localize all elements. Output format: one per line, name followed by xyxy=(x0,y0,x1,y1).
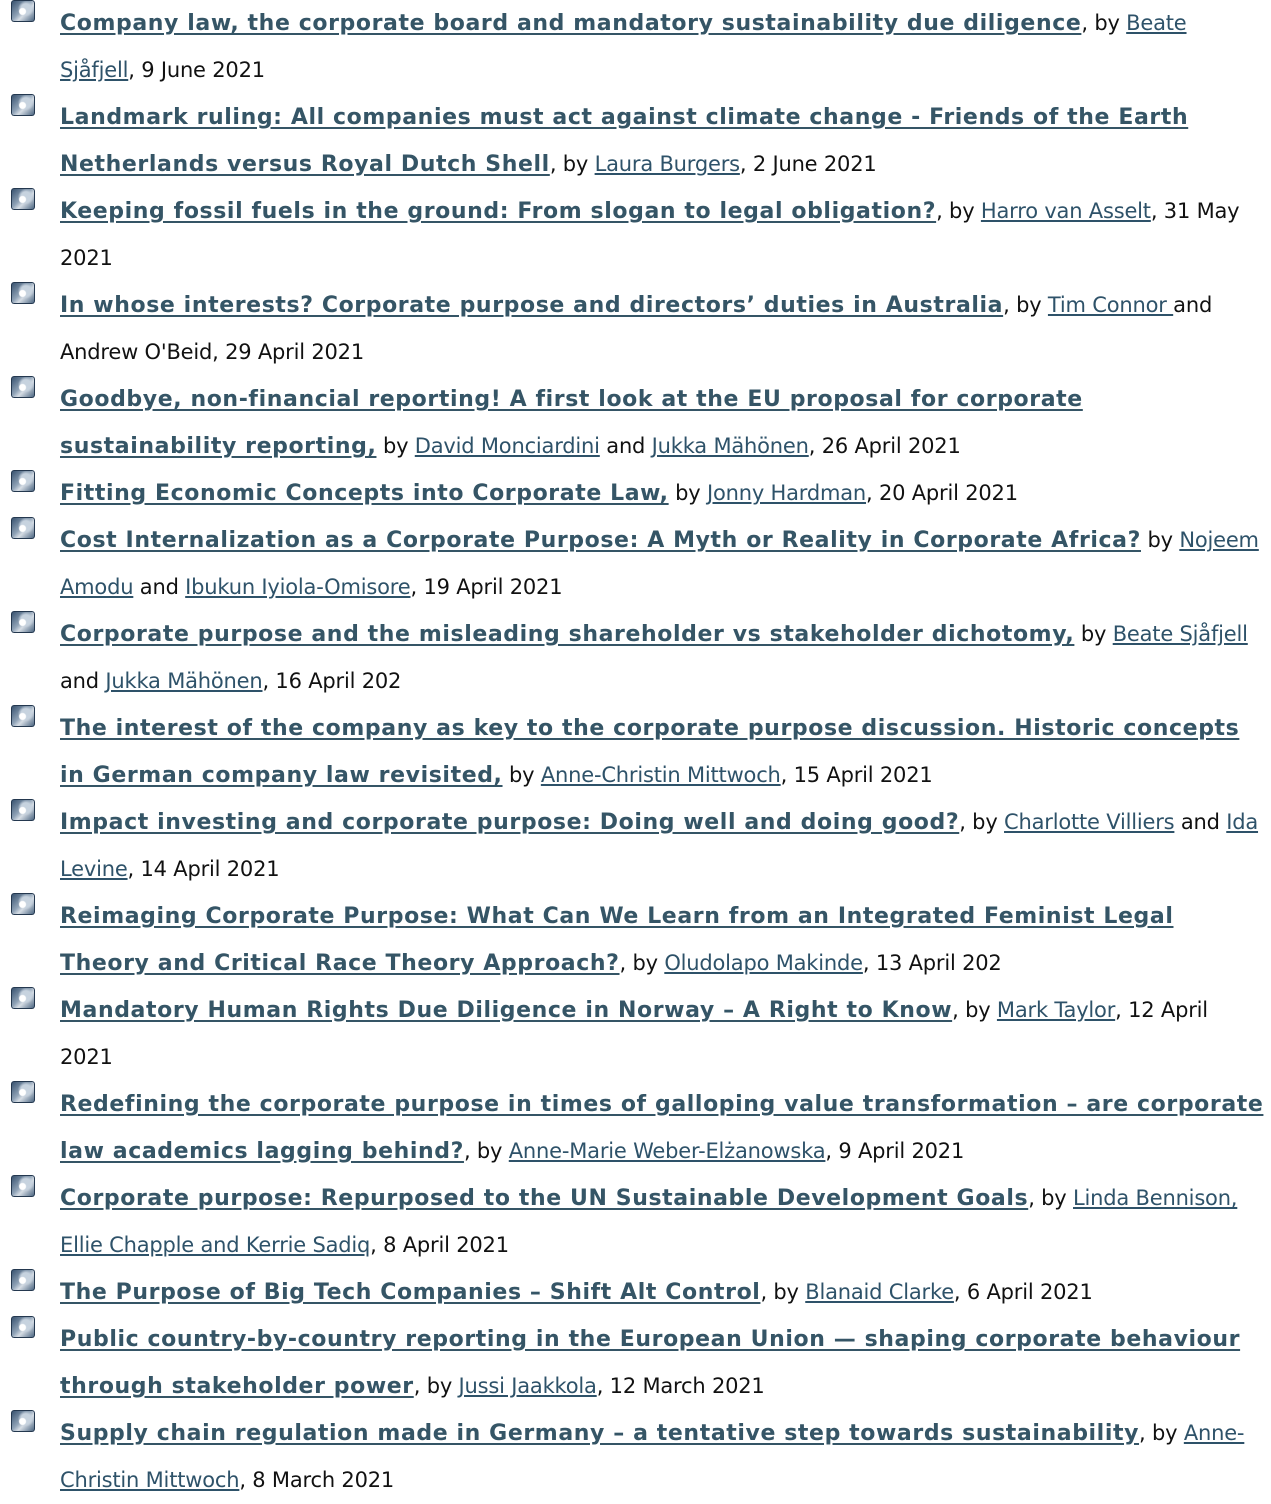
byline-text: , 26 April 2021 xyxy=(808,434,961,458)
post-list-item xyxy=(0,0,1271,94)
post-title-link[interactable]: Mandatory Human Rights Due Diligence in Norway – A Right to Know xyxy=(60,998,953,1023)
post-list-item xyxy=(0,893,1271,987)
byline-text: and xyxy=(599,434,652,458)
post-list-item xyxy=(0,470,1271,517)
author-link[interactable]: Linda Bennison, Ellie Chapple and Kerrie Sadiq xyxy=(60,1186,1238,1257)
byline-text: , by xyxy=(760,1280,806,1304)
post-list-item xyxy=(0,1175,1271,1269)
byline-text: , by xyxy=(463,1139,509,1163)
author-link[interactable]: Blanaid Clarke xyxy=(805,1280,954,1304)
post-title-link[interactable]: In whose interests? Corporate purpose and directors’ duties in Australia xyxy=(60,293,1004,318)
bullet-thumbnail-icon xyxy=(11,1175,35,1197)
bullet-thumbnail-icon xyxy=(11,376,35,398)
author-link[interactable]: Jukka Mähönen xyxy=(651,434,809,458)
post-list-item xyxy=(0,1081,1271,1175)
post-title-link[interactable]: Supply chain regulation made in Germany – a tentative step towards sustainability xyxy=(60,1421,1140,1446)
bullet-thumbnail-icon xyxy=(11,282,35,304)
byline-text: , 2 June 2021 xyxy=(739,152,877,176)
byline-text: , by xyxy=(936,199,981,223)
bullet-thumbnail-icon xyxy=(11,0,35,22)
byline-text: , 8 March 2021 xyxy=(239,1468,395,1492)
author-link[interactable]: Anne-Christin Mittwoch xyxy=(540,763,781,787)
byline-text: and xyxy=(60,669,106,693)
bullet-thumbnail-icon xyxy=(11,893,35,915)
post-title-link[interactable]: Fitting Economic Concepts into Corporate Law, xyxy=(60,481,669,506)
post-title-link[interactable]: Keeping fossil fuels in the ground: From slogan to legal obligation? xyxy=(60,199,937,224)
byline-text: , by xyxy=(959,810,1005,834)
byline-text: , by xyxy=(1003,293,1048,317)
byline-text: , 31 May 2021 xyxy=(60,199,1240,270)
bullet-thumbnail-icon xyxy=(11,94,35,116)
post-title-link[interactable]: The interest of the company as key to the corporate purpose discussion. Historic concepts in German company law revisited, xyxy=(60,716,1240,788)
author-link[interactable]: Anne-Christin Mittwoch xyxy=(60,1421,1245,1492)
byline-text: , by xyxy=(413,1374,459,1398)
author-link[interactable]: Beate Sjåfjell xyxy=(1112,622,1248,646)
author-link[interactable]: Beate Sjåfjell xyxy=(60,11,1187,82)
author-link[interactable]: Oludolapo Makinde xyxy=(664,951,863,975)
post-list-item xyxy=(0,1316,1271,1410)
author-link[interactable]: David Monciardini xyxy=(414,434,600,458)
bullet-thumbnail-icon xyxy=(11,987,35,1009)
post-list-item xyxy=(0,1410,1271,1504)
byline-text: , by xyxy=(952,998,997,1022)
post-title-link[interactable]: Corporate purpose and the misleading shareholder vs stakeholder dichotomy, xyxy=(60,622,1075,647)
post-title-link[interactable]: Redefining the corporate purpose in times of galloping value transformation – are corporate law academics lagging behind? xyxy=(60,1092,1264,1164)
bullet-thumbnail-icon xyxy=(11,799,35,821)
post-list-item xyxy=(0,188,1271,282)
author-link[interactable]: Tim Connor xyxy=(1047,293,1174,317)
byline-text: and xyxy=(1174,810,1227,834)
author-link[interactable]: Laura Burgers xyxy=(594,152,740,176)
byline-text: , 14 April 2021 xyxy=(127,857,280,881)
post-title-link[interactable]: Cost Internalization as a Corporate Purpose: A Myth or Reality in Corporate Africa? xyxy=(60,528,1141,553)
byline-text: , 12 March 2021 xyxy=(596,1374,765,1398)
byline-text: and xyxy=(133,575,186,599)
byline-text: , by xyxy=(1139,1421,1184,1445)
byline-text: , 13 April 202 xyxy=(862,951,1002,975)
author-link[interactable]: Jussi Jaakkola xyxy=(458,1374,597,1398)
post-title-link[interactable]: Company law, the corporate board and mandatory sustainability due diligence xyxy=(60,11,1082,36)
byline-text: by xyxy=(376,434,415,458)
byline-text: , 19 April 2021 xyxy=(410,575,563,599)
post-list-item xyxy=(0,376,1271,470)
byline-text: by xyxy=(668,481,707,505)
post-list-item xyxy=(0,94,1271,188)
bullet-thumbnail-icon xyxy=(11,705,35,727)
post-title-link[interactable]: Corporate purpose: Repurposed to the UN Sustainable Development Goals xyxy=(60,1186,1029,1211)
author-link[interactable]: Harro van Asselt xyxy=(980,199,1151,223)
post-list-item xyxy=(0,517,1271,611)
post-title-link[interactable]: The Purpose of Big Tech Companies – Shift Alt Control xyxy=(60,1280,761,1305)
byline-text: and Andrew O'Beid, 29 April 2021 xyxy=(60,293,1213,364)
byline-text: , 16 April 202 xyxy=(262,669,402,693)
post-list-item xyxy=(0,1269,1271,1316)
post-list-item xyxy=(0,987,1271,1081)
bullet-thumbnail-icon xyxy=(11,470,35,492)
byline-text: , by xyxy=(1081,11,1127,35)
author-link[interactable]: Jukka Mähönen xyxy=(105,669,263,693)
post-list-item xyxy=(0,799,1271,893)
author-link[interactable]: Ida Levine xyxy=(60,810,1259,881)
byline-text: , by xyxy=(549,152,595,176)
byline-text: , 8 April 2021 xyxy=(370,1233,509,1257)
post-title-link[interactable]: Landmark ruling: All companies must act against climate change - Friends of the Earth Netherlands versus Royal Dutch Shell xyxy=(60,105,1189,177)
author-link[interactable]: Charlotte Villiers xyxy=(1004,810,1175,834)
bullet-thumbnail-icon xyxy=(11,611,35,633)
bullet-thumbnail-icon xyxy=(11,1410,35,1432)
bullet-thumbnail-icon xyxy=(11,188,35,210)
byline-text: , 9 April 2021 xyxy=(825,1139,965,1163)
byline-text: by xyxy=(1141,528,1180,552)
post-title-link[interactable]: Goodbye, non-financial reporting! A first look at the EU proposal for corporate sustainability reporting, xyxy=(60,387,1083,459)
author-link[interactable]: Mark Taylor xyxy=(996,998,1116,1022)
byline-text: , 6 April 2021 xyxy=(953,1280,1093,1304)
byline-text: , by xyxy=(1028,1186,1074,1210)
byline-text: by xyxy=(1074,622,1113,646)
author-link[interactable]: Anne-Marie Weber-Elżanowska xyxy=(508,1139,826,1163)
bullet-thumbnail-icon xyxy=(11,517,35,539)
author-link[interactable]: Ibukun Iyiola-Omisore xyxy=(185,575,411,599)
post-title-link[interactable]: Impact investing and corporate purpose: Doing well and doing good? xyxy=(60,810,960,835)
byline-text: , by xyxy=(619,951,665,975)
byline-text: by xyxy=(502,763,541,787)
post-list-item xyxy=(0,282,1271,376)
byline-text: , 12 April 2021 xyxy=(60,998,1208,1069)
bullet-thumbnail-icon xyxy=(11,1316,35,1338)
post-title-link[interactable]: Public country-by-country reporting in the European Union — shaping corporate behaviour through stakeholder power xyxy=(60,1327,1241,1399)
byline-text: , 15 April 2021 xyxy=(780,763,933,787)
byline-text: , 20 April 2021 xyxy=(866,481,1018,505)
post-list-item xyxy=(0,611,1271,705)
post-title-link[interactable]: Reimaging Corporate Purpose: What Can We Learn from an Integrated Feminist Legal Theory and Critical Race Theory Approach? xyxy=(60,904,1174,976)
author-link[interactable]: Jonny Hardman xyxy=(706,481,867,505)
post-list-item xyxy=(0,705,1271,799)
bullet-thumbnail-icon xyxy=(11,1081,35,1103)
byline-text: , 9 June 2021 xyxy=(128,58,265,82)
bullet-thumbnail-icon xyxy=(11,1269,35,1291)
author-link[interactable]: Nojeem Amodu xyxy=(60,528,1259,599)
